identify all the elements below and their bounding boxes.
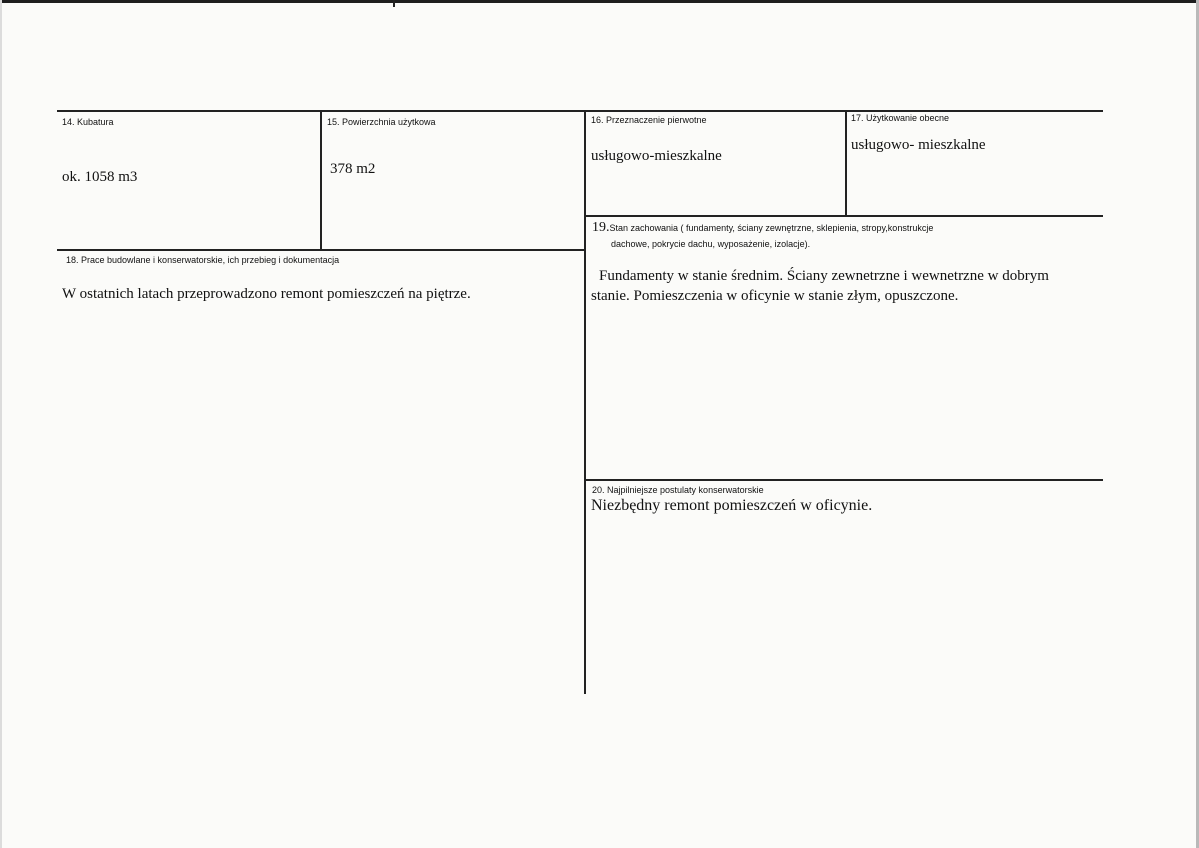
field-19-value-line1: Fundamenty w stanie średnim. Ściany zewnetrzne i wewnetrzne w dobrym	[599, 268, 1049, 284]
field-17-label: 17. Użytkowanie obecne	[851, 113, 950, 123]
field-17-value: usługowo- mieszkalne	[851, 137, 986, 153]
rule-above-18	[57, 249, 585, 251]
divider-16-17	[845, 110, 847, 216]
field-18-label: 18. Prace budowlane i konserwatorskie, ich przebieg i dokumentacja	[66, 255, 340, 265]
field-15-label: 15. Powierzchnia użytkowa	[327, 117, 436, 127]
field-14-label: 14. Kubatura	[62, 117, 114, 127]
rule-above-20	[585, 479, 1103, 481]
field-16-value: usługowo-mieszkalne	[591, 148, 722, 164]
scan-tick-mark	[393, 0, 395, 7]
divider-14-15	[320, 110, 322, 250]
field-19-label-line2: dachowe, pokrycie dachu, wyposażenie, izolacje).	[611, 239, 811, 249]
field-19-value-line2: stanie. Pomieszczenia w oficynie w stanie złym, opuszczone.	[591, 288, 959, 304]
rule-above-19	[585, 215, 1103, 217]
divider-center	[584, 110, 586, 694]
field-14-value: ok. 1058 m3	[62, 169, 138, 185]
field-19-label-line1: Stan zachowania ( fundamenty, ściany zewnętrzne, sklepienia, stropy,konstrukcje	[609, 223, 934, 233]
field-19-label	[592, 220, 933, 236]
field-19-number: 19.	[592, 220, 610, 235]
field-18-value: W ostatnich latach przeprowadzono remont pomieszczeń na piętrze.	[62, 286, 471, 302]
scan-left-edge	[0, 0, 2, 848]
field-20-label: 20. Najpilniejsze postulaty konserwatorskie	[592, 485, 764, 495]
field-20-value: Niezbędny remont pomieszczeń w oficynie.	[591, 497, 873, 514]
form-top-rule	[57, 110, 1103, 112]
field-15-value: 378 m2	[330, 161, 376, 177]
field-16-label: 16. Przeznaczenie pierwotne	[591, 115, 707, 125]
scan-top-edge	[0, 0, 1199, 3]
